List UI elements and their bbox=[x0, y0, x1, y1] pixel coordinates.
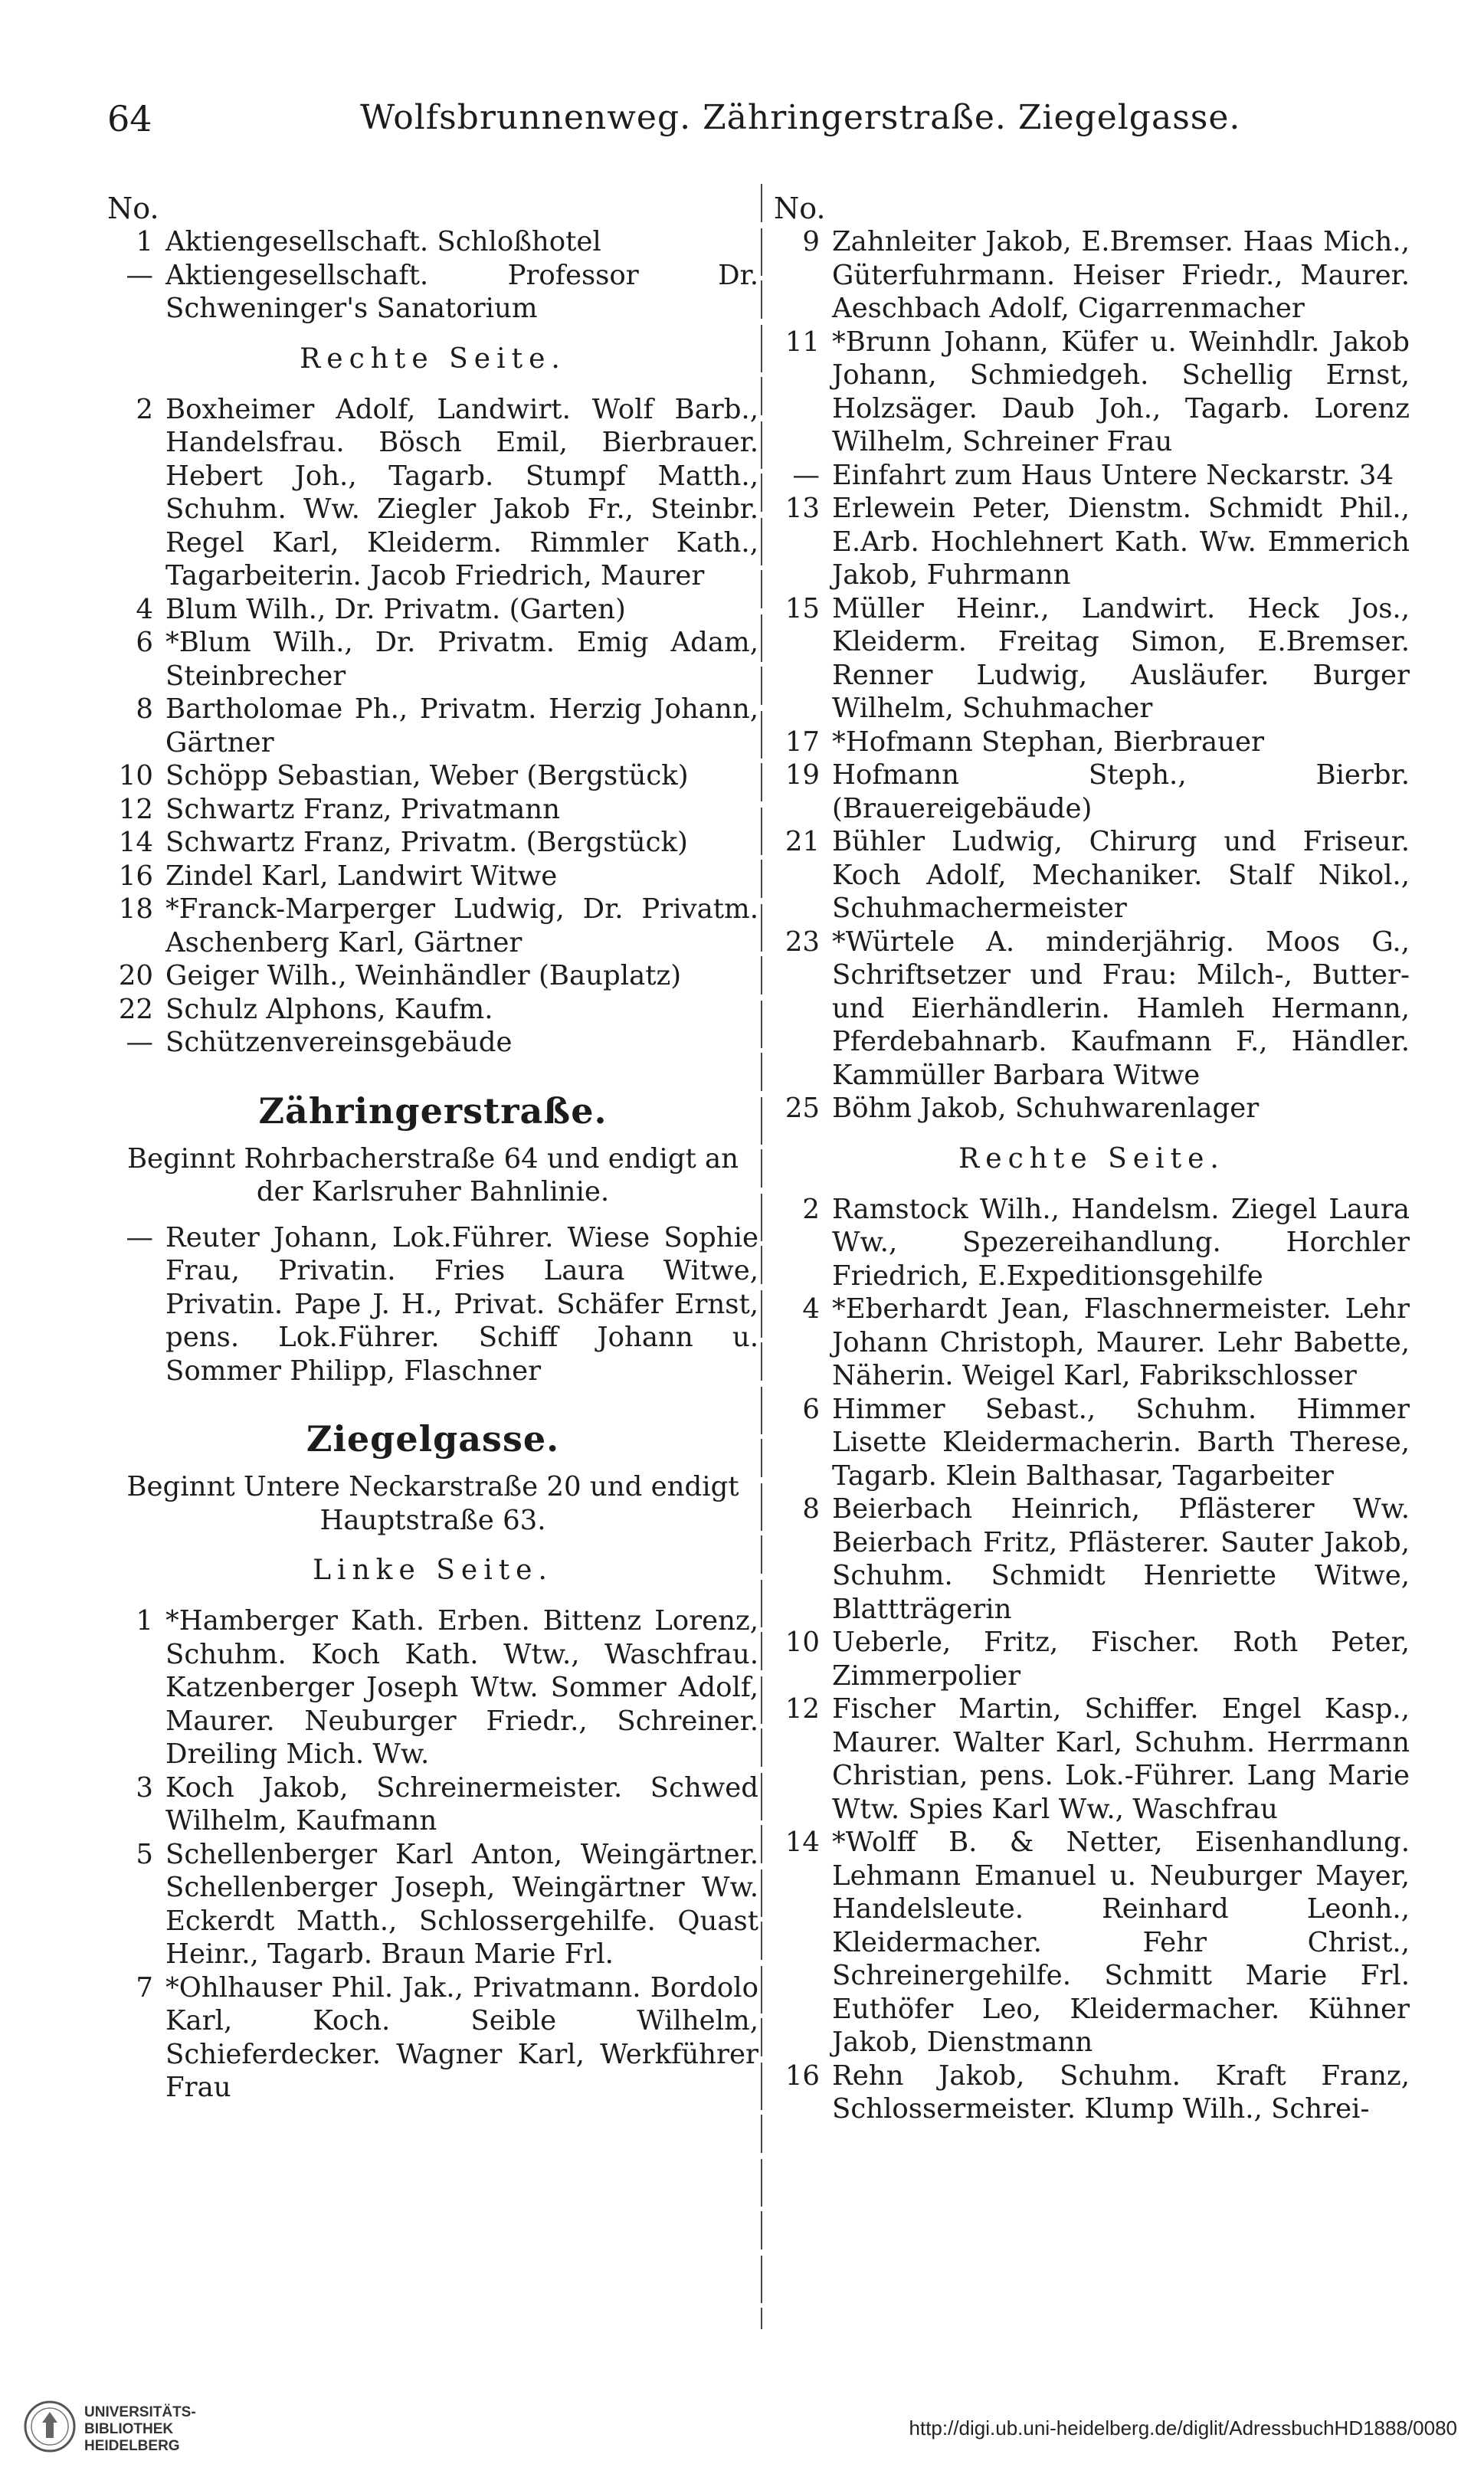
resident-list: Bühler Ludwig, Chirurg und Friseur. Koch Adolf, Mechaniker. Stalf Nikol., Schuhmachermeister bbox=[832, 826, 1410, 924]
entry-group bbox=[774, 1193, 1410, 2126]
resident-list: *Hamberger Kath. Erben. Bittenz Lorenz, Schuhm. Koch Kath. Wtw., Waschfrau. Katzenberger Joseph Wtw. Sommer Adolf, Maurer. Neuburger Friedr., Schreiner. Dreiling Mich. Ww. bbox=[165, 1605, 758, 1770]
entry-group bbox=[107, 1221, 758, 1388]
directory-entry bbox=[107, 626, 758, 693]
street-title: Ziegelgasse. bbox=[306, 1418, 560, 1460]
resident-list: *Blum Wilh., Dr. Privatm. Emig Adam, Steinbrecher bbox=[165, 627, 758, 692]
house-number: 1 bbox=[136, 1605, 153, 1637]
page-number: 64 bbox=[107, 98, 152, 139]
house-number: 17 bbox=[785, 726, 820, 758]
number-label: No. bbox=[774, 192, 826, 225]
resident-list: Aktiengesellschaft. Professor Dr. Schweninger's Sanatorium bbox=[165, 259, 758, 324]
house-number: 14 bbox=[118, 827, 153, 858]
directory-entry bbox=[774, 2059, 1410, 2126]
side-heading: Rechte Seite. bbox=[300, 342, 566, 375]
resident-list: Ramstock Wilh., Handelsm. Ziegel Laura Ww., Spezereihandlung. Horchler Friedrich, E.Expeditionsgehilfe bbox=[832, 1193, 1410, 1292]
house-number: 23 bbox=[785, 926, 820, 958]
directory-entry bbox=[774, 492, 1410, 592]
side-heading: Rechte Seite. bbox=[958, 1142, 1225, 1175]
directory-entry bbox=[107, 759, 758, 793]
house-number: 2 bbox=[136, 393, 153, 425]
directory-entry bbox=[107, 1221, 758, 1388]
house-number: 16 bbox=[118, 860, 153, 892]
resident-list: Geiger Wilh., Weinhändler (Bauplatz) bbox=[165, 960, 682, 991]
resident-list: *Ohlhauser Phil. Jak., Privatmann. Bordolo Karl, Koch. Seible Wilhelm, Schieferdecker. Wagner Karl, Werkführer Frau bbox=[165, 1971, 758, 2103]
directory-entry bbox=[107, 225, 758, 259]
entry-group bbox=[107, 1604, 758, 2105]
resident-list: Koch Jakob, Schreinermeister. Schwed Wilhelm, Kaufmann bbox=[165, 1771, 758, 1837]
entry-group bbox=[107, 225, 758, 326]
directory-entry bbox=[774, 1193, 1410, 1293]
left-column bbox=[107, 192, 758, 2105]
resident-list: Blum Wilh., Dr. Privatm. (Garten) bbox=[165, 593, 626, 625]
column-divider bbox=[761, 184, 762, 2329]
directory-entry bbox=[107, 393, 758, 593]
directory-entry bbox=[774, 1692, 1410, 1826]
house-number: 12 bbox=[785, 1693, 820, 1725]
house-number: 6 bbox=[136, 627, 153, 658]
resident-list: Erlewein Peter, Dienstm. Schmidt Phil., E.Arb. Hochlehnert Kath. Ww. Emmerich Jakob, Fuhrmann bbox=[832, 493, 1410, 591]
directory-entry bbox=[774, 1826, 1410, 2059]
directory-entry bbox=[107, 793, 758, 827]
street-description: Beginnt Untere Neckarstraße 20 und endigt Hauptstraße 63. bbox=[126, 1471, 739, 1536]
resident-list: *Würtele A. minderjährig. Moos G., Schriftsetzer und Frau: Milch-, Butter- und Eierhändlerin. Hamleh Hermann, Pferdebahnarb. Kaufmann F., Händler. Kammüller Barbara Witwe bbox=[832, 926, 1410, 1091]
house-number: 21 bbox=[785, 826, 820, 857]
house-number: — bbox=[126, 259, 153, 291]
resident-list: Aktiengesellschaft. Schloßhotel bbox=[165, 226, 601, 257]
entry-group bbox=[774, 225, 1410, 1126]
house-number: 8 bbox=[802, 1493, 820, 1525]
directory-entry bbox=[107, 860, 758, 893]
directory-entry bbox=[774, 1293, 1410, 1393]
house-number: 2 bbox=[802, 1193, 820, 1225]
directory-entry bbox=[774, 926, 1410, 1093]
resident-list: *Wolff B. & Netter, Eisenhandlung. Lehmann Emanuel u. Neuburger Mayer, Handelsleute. Reinhard Leonh., Kleidermacher. Fehr Christ., Schreinergehilfe. Schmitt Marie Frl. Euthöfer Leo, Kleidermacher. Kühner Jakob, Dienstmann bbox=[832, 1827, 1410, 2058]
resident-list: Schützenvereinsgebäude bbox=[165, 1027, 513, 1058]
house-number: 5 bbox=[136, 1838, 153, 1870]
house-number: 10 bbox=[785, 1627, 820, 1658]
resident-list: Schwartz Franz, Privatmann bbox=[165, 793, 560, 825]
street-description: Beginnt Rohrbacherstraße 64 und endigt an der Karlsruher Bahnlinie. bbox=[126, 1142, 739, 1207]
resident-list: *Franck-Marperger Ludwig, Dr. Privatm. Aschenberg Karl, Gärtner bbox=[165, 893, 758, 958]
house-number: 4 bbox=[136, 593, 153, 625]
directory-entry bbox=[774, 759, 1410, 825]
resident-list: Schellenberger Karl Anton, Weingärtner. Schellenberger Joseph, Weingärtner Ww. Eckerdt Matth., Schlossergehilfe. Quast Heinr., Tagarb. Braun Marie Frl. bbox=[165, 1838, 758, 1970]
library-name-line: BIBLIOTHEK bbox=[84, 2421, 174, 2437]
house-number: 11 bbox=[785, 326, 820, 358]
directory-entry bbox=[107, 959, 758, 993]
house-number: — bbox=[126, 1221, 153, 1253]
resident-list: Schöpp Sebastian, Weber (Bergstück) bbox=[165, 760, 689, 791]
directory-entry bbox=[774, 459, 1410, 493]
directory-entry bbox=[774, 326, 1410, 459]
house-number: 19 bbox=[785, 759, 820, 791]
house-number: 18 bbox=[118, 893, 153, 925]
house-number: 4 bbox=[802, 1293, 820, 1325]
house-number: — bbox=[126, 1027, 153, 1058]
house-number: 15 bbox=[785, 592, 820, 624]
house-number: 12 bbox=[118, 793, 153, 825]
resident-list: Einfahrt zum Haus Untere Neckarstr. 34 bbox=[832, 459, 1394, 491]
resident-list: Ueberle, Fritz, Fischer. Roth Peter, Zimmerpolier bbox=[832, 1627, 1410, 1692]
directory-entry bbox=[107, 893, 758, 959]
directory-entry bbox=[774, 825, 1410, 926]
resident-list: Müller Heinr., Landwirt. Heck Jos., Kleiderm. Freitag Simon, E.Bremser. Renner Ludwig, Ausläufer. Burger Wilhelm, Schuhmacher bbox=[832, 592, 1410, 724]
directory-entry bbox=[774, 1493, 1410, 1626]
resident-list: Zindel Karl, Landwirt Witwe bbox=[165, 860, 558, 892]
directory-entry bbox=[774, 726, 1410, 759]
running-title: Wolfsbrunnenweg. Zähringerstraße. Ziegelgasse. bbox=[360, 98, 1241, 137]
resident-list: *Eberhardt Jean, Flaschnermeister. Lehr Johann Christoph, Maurer. Lehr Babette, Näherin. Weigel Karl, Fabrikschlosser bbox=[832, 1293, 1410, 1391]
street-title: Zähringerstraße. bbox=[258, 1089, 608, 1132]
entry-group bbox=[107, 393, 758, 1060]
house-number: 3 bbox=[136, 1771, 153, 1804]
resident-list: Hofmann Steph., Bierbr. (Brauereigebäude) bbox=[832, 759, 1410, 824]
number-label: No. bbox=[107, 192, 159, 225]
resident-list: Schwartz Franz, Privatm. (Bergstück) bbox=[165, 827, 688, 858]
house-number: 20 bbox=[118, 960, 153, 991]
directory-entry bbox=[774, 1393, 1410, 1493]
resident-list: *Hofmann Stephan, Bierbrauer bbox=[832, 726, 1264, 758]
house-number: — bbox=[792, 459, 820, 491]
resident-list: Böhm Jakob, Schuhwarenlager bbox=[832, 1093, 1260, 1124]
resident-list: Beierbach Heinrich, Pflästerer Ww. Beierbach Fritz, Pflästerer. Sauter Jakob, Schuhm. Schmidt Henriette Witwe, Blattträgerin bbox=[832, 1493, 1410, 1625]
directory-entry bbox=[107, 1026, 758, 1060]
side-heading: Linke Seite. bbox=[313, 1555, 553, 1586]
house-number: 16 bbox=[785, 2059, 820, 2092]
directory-entry bbox=[107, 593, 758, 627]
library-name-line: HEIDELBERG bbox=[84, 2438, 180, 2454]
resident-list: Rehn Jakob, Schuhm. Kraft Franz, Schlossermeister. Klump Wilh., Schrei- bbox=[832, 2059, 1410, 2125]
footer bbox=[0, 2390, 1484, 2487]
house-number: 13 bbox=[785, 493, 820, 524]
resident-list: *Brunn Johann, Küfer u. Weinhdlr. Jakob Johann, Schmiedgeh. Schellig Ernst, Holzsäger. Daub Joh., Tagarb. Lorenz Wilhelm, Schreiner Frau bbox=[832, 326, 1410, 457]
resident-list: Reuter Johann, Lok.Führer. Wiese Sophie Frau, Privatin. Fries Laura Witwe, Privatin. Pape J. H., Privat. Schäfer Ernst, pens. Lok.Führer. Schiff Johann u. Sommer Philipp, Flaschner bbox=[165, 1221, 758, 1387]
directory-entry bbox=[107, 1971, 758, 2105]
house-number: 14 bbox=[785, 1827, 820, 1858]
directory-entry bbox=[107, 1771, 758, 1838]
resident-list: Schulz Alphons, Kaufm. bbox=[165, 993, 493, 1025]
directory-entry bbox=[107, 1604, 758, 1771]
source-url-link[interactable]: http://digi.ub.uni-heidelberg.de/diglit/AdressbuchHD1888/0080 bbox=[909, 2417, 1457, 2439]
house-number: 10 bbox=[118, 760, 153, 791]
house-number: 6 bbox=[802, 1393, 820, 1425]
directory-entry bbox=[107, 259, 758, 326]
directory-entry bbox=[774, 225, 1410, 326]
directory-entry bbox=[774, 1092, 1410, 1126]
house-number: 22 bbox=[118, 993, 153, 1025]
house-number: 9 bbox=[802, 226, 820, 257]
resident-list: Himmer Sebast., Schuhm. Himmer Lisette Kleidermacherin. Barth Therese, Tagarb. Klein Balthasar, Tagarbeiter bbox=[832, 1393, 1410, 1492]
page-header bbox=[107, 98, 1410, 147]
directory-entry bbox=[107, 826, 758, 860]
library-name-line: UNIVERSITÄTS- bbox=[84, 2404, 196, 2420]
directory-entry bbox=[107, 1838, 758, 1971]
house-number: 25 bbox=[785, 1093, 820, 1124]
directory-entry bbox=[774, 1626, 1410, 1692]
house-number: 7 bbox=[136, 1971, 153, 2004]
directory-entry bbox=[107, 993, 758, 1027]
house-number: 8 bbox=[136, 693, 153, 725]
resident-list: Fischer Martin, Schiffer. Engel Kasp., Maurer. Walter Karl, Schuhm. Herrmann Christian, pens. Lok.-Führer. Lang Marie Wtw. Spies Karl Ww., Waschfrau bbox=[832, 1693, 1410, 1825]
resident-list: Bartholomae Ph., Privatm. Herzig Johann, Gärtner bbox=[165, 693, 758, 759]
directory-entry bbox=[774, 592, 1410, 726]
library-name bbox=[84, 2404, 196, 2455]
directory-entry bbox=[107, 693, 758, 759]
right-column bbox=[774, 192, 1410, 2126]
house-number: 1 bbox=[136, 226, 153, 257]
resident-list: Boxheimer Adolf, Landwirt. Wolf Barb., Handelsfrau. Bösch Emil, Bierbrauer. Hebert Joh., Tagarb. Stumpf Matth., Schuhm. Ww. Ziegler Jakob Fr., Steinbr. Regel Karl, Kleiderm. Rimmler Kath., Tagarbeiterin. Jacob Friedrich, Maurer bbox=[165, 393, 758, 591]
resident-list: Zahnleiter Jakob, E.Bremser. Haas Mich., Güterfuhrmann. Heiser Friedr., Maurer. Aeschbach Adolf, Cigarrenmacher bbox=[832, 226, 1410, 324]
university-seal-icon bbox=[23, 2400, 77, 2453]
